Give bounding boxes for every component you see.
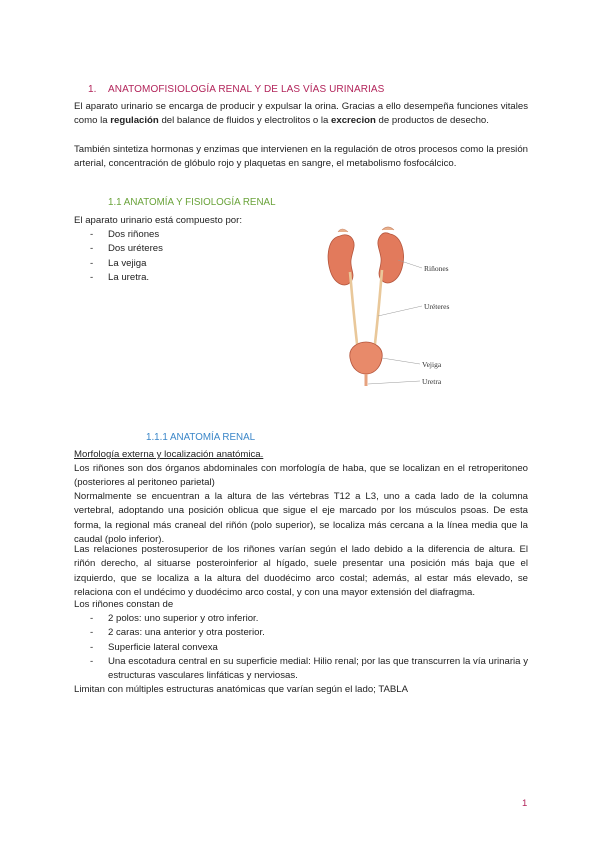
subsection-heading: 1.1 ANATOMÍA Y FISIOLOGÍA RENAL bbox=[108, 197, 276, 208]
list-item: - La vejiga bbox=[74, 257, 314, 271]
left-ureter-shape bbox=[350, 272, 358, 352]
section-heading bbox=[88, 84, 384, 95]
list-item: - Dos riñones bbox=[74, 228, 314, 242]
anatomy-paragraph-3: Las relaciones posterosuperior de los riñones varían según el lado debido a la diferencia de altura. El riñón derecho, al situarse posteroinferior al hígado, suele presentar una posición más baja que el izquierdo, que se localiza a la altura del duodécimo arco costal; además, al estar más elevado, se relaciona con el undécimo y duodécimo arco costal, y con una mayor extensión del diafragma. bbox=[74, 544, 528, 598]
list-item: - 2 caras: una anterior y otra posterior. bbox=[74, 626, 528, 640]
figure-label-kidneys: Riñones bbox=[424, 264, 449, 273]
intro-bold-regulacion: regulación bbox=[110, 115, 159, 127]
intro-paragraph-2: También sintetiza hormonas y enzimas que intervienen en la regulación de otros procesos como la presión arterial, concentración de glóbulo rojo y plaquetas en sangre, el metabolismo fosfocálcico. bbox=[74, 144, 528, 170]
intro-bold-excrecion: excrecion bbox=[331, 115, 376, 127]
intro-text: El aparato urinario se encarga de producir y expulsar la orina. Gracias a ello desempeña funciones vitales como la bbox=[74, 101, 528, 127]
intro-text: de productos de desecho. bbox=[375, 115, 489, 127]
section-title: ANATOMOFISIOLOGÍA RENAL Y DE LAS VÍAS URINARIAS bbox=[108, 84, 385, 95]
kidney-parts-intro: Los riñones constan de bbox=[74, 599, 174, 610]
list-item: - 2 polos: uno superior y otro inferior. bbox=[74, 612, 528, 626]
composition-list bbox=[74, 228, 314, 285]
intro-paragraph-1 bbox=[74, 100, 528, 129]
sub-subsection-heading: 1.1.1 ANATOMÍA RENAL bbox=[146, 432, 256, 443]
figure-label-ureters: Uréteres bbox=[424, 302, 450, 311]
list-item: - Una escotadura central en su superficie medial: Hilio renal; por las que transcurren la vía urinaria y estructuras vasculares linfáticas y nerviosas. bbox=[74, 655, 528, 684]
morphology-subtitle: Morfología externa y localización anatómica. bbox=[74, 449, 264, 460]
anatomy-paragraph-1: Los riñones son dos órganos abdominales con morfología de haba, que se localizan en el retroperitoneo (posteriores al peritoneo parietal) bbox=[74, 463, 528, 489]
intro-text: del balance de fluidos y electrolitos o la bbox=[158, 115, 332, 127]
section-number: 1. bbox=[88, 84, 97, 95]
figure-label-bladder: Vejiga bbox=[422, 360, 442, 369]
figure-label-urethra: Uretra bbox=[422, 377, 442, 386]
bladder-shape bbox=[350, 342, 382, 374]
list-item: - Dos uréteres bbox=[74, 242, 314, 256]
kidney-parts-list bbox=[74, 612, 528, 683]
page-number: 1 bbox=[522, 798, 528, 809]
composition-intro: El aparato urinario está compuesto por: bbox=[74, 215, 242, 226]
anatomy-paragraph-2: Normalmente se encuentran a la altura de las vértebras T12 a L3, uno a cada lado de la columna vertebral, adoptando una posición oblicua que sigue el eje marcado por los músculos psoas. De esta forma, la regional más craneal del riñón (polo superior), se localiza más cercana a la línea media que la caudal (polo inferior). bbox=[74, 491, 528, 545]
anatomy-closing: Limitan con múltiples estructuras anatómicas que varían según el lado; TABLA bbox=[74, 684, 409, 695]
urinary-system-figure bbox=[320, 224, 452, 394]
list-item: - Superficie lateral convexa bbox=[74, 641, 528, 655]
right-ureter-shape bbox=[374, 270, 382, 352]
list-item: - La uretra. bbox=[74, 271, 314, 285]
